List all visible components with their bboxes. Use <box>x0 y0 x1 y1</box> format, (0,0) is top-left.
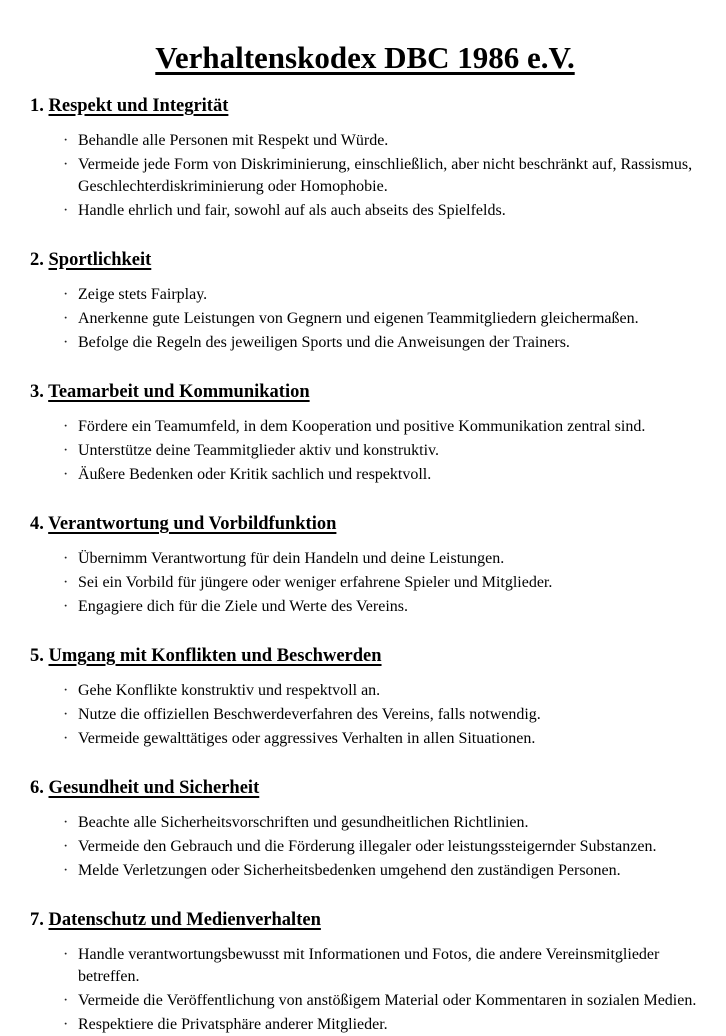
section-title: Teamarbeit und Kommunikation <box>48 382 310 402</box>
section-heading <box>30 249 700 271</box>
bullet-item <box>63 704 700 726</box>
bullet-dot-icon <box>63 130 78 152</box>
bullet-list <box>30 812 700 882</box>
code-section <box>30 909 700 1036</box>
bullet-list <box>30 548 700 618</box>
section-heading <box>30 777 700 799</box>
bullet-dot-icon <box>63 308 78 330</box>
bullet-text: Nutze die offiziellen Beschwerdeverfahren des Vereins, falls notwendig. <box>78 706 541 723</box>
bullet-text: Zeige stets Fairplay. <box>78 286 208 303</box>
bullet-text: Gehe Konflikte konstruktiv und respektvoll an. <box>78 682 381 699</box>
section-title: Umgang mit Konflikten und Beschwerden <box>48 646 382 666</box>
bullet-dot-icon <box>63 680 78 702</box>
bullet-dot-icon <box>63 440 78 462</box>
bullet-text: Handle ehrlich und fair, sowohl auf als auch abseits des Spielfelds. <box>78 202 506 219</box>
bullet-item <box>63 154 700 198</box>
bullet-text: Befolge die Regeln des jeweiligen Sports und die Anweisungen der Trainers. <box>78 334 570 351</box>
bullet-text: Übernimm Verantwortung für dein Handeln und deine Leistungen. <box>78 550 505 567</box>
section-heading <box>30 513 700 535</box>
bullet-item <box>63 200 700 222</box>
bullet-text: Vermeide die Veröffentlichung von anstößigem Material oder Kommentaren in sozialen Medien. <box>78 992 697 1009</box>
bullet-text: Melde Verletzungen oder Sicherheitsbedenken umgehend den zuständigen Personen. <box>78 862 621 879</box>
bullet-dot-icon <box>63 836 78 858</box>
bullet-text: Anerkenne gute Leistungen von Gegnern und eigenen Teammitgliedern gleichermaßen. <box>78 310 639 327</box>
code-section <box>30 249 700 354</box>
bullet-text: Respektiere die Privatsphäre anderer Mitglieder. <box>78 1016 388 1033</box>
bullet-item <box>63 572 700 594</box>
bullet-text: Handle verantwortungsbewusst mit Informationen und Fotos, die andere Vereinsmitglieder betreffen. <box>78 946 660 985</box>
bullet-item <box>63 728 700 750</box>
bullet-item <box>63 284 700 306</box>
bullet-text: Vermeide gewalttätiges oder aggressives Verhalten in allen Situationen. <box>78 730 536 747</box>
bullet-text: Unterstütze deine Teammitglieder aktiv und konstruktiv. <box>78 442 440 459</box>
bullet-dot-icon <box>63 812 78 834</box>
bullet-item <box>63 416 700 438</box>
bullet-dot-icon <box>63 704 78 726</box>
code-section <box>30 513 700 618</box>
bullet-item <box>63 836 700 858</box>
bullet-dot-icon <box>63 332 78 354</box>
bullet-list <box>30 416 700 486</box>
bullet-dot-icon <box>63 154 78 198</box>
bullet-list <box>30 284 700 354</box>
bullet-item <box>63 308 700 330</box>
bullet-list <box>30 680 700 750</box>
section-title: Respekt und Integrität <box>48 96 229 116</box>
bullet-item <box>63 332 700 354</box>
section-title: Verantwortung und Vorbildfunktion <box>48 514 337 534</box>
section-number: 1. <box>30 96 44 116</box>
bullet-item <box>63 990 700 1012</box>
bullet-dot-icon <box>63 728 78 750</box>
bullet-item <box>63 130 700 152</box>
bullet-dot-icon <box>63 284 78 306</box>
bullet-text: Äußere Bedenken oder Kritik sachlich und respektvoll. <box>78 466 432 483</box>
sections-container <box>30 95 700 1036</box>
section-title: Sportlichkeit <box>48 250 152 270</box>
bullet-list <box>30 130 700 222</box>
section-number: 3. <box>30 382 44 402</box>
section-heading <box>30 645 700 667</box>
code-section <box>30 381 700 486</box>
bullet-text: Beachte alle Sicherheitsvorschriften und gesundheitlichen Richtlinien. <box>78 814 529 831</box>
bullet-dot-icon <box>63 464 78 486</box>
bullet-dot-icon <box>63 1014 78 1036</box>
bullet-text: Behandle alle Personen mit Respekt und Würde. <box>78 132 389 149</box>
bullet-dot-icon <box>63 572 78 594</box>
section-heading <box>30 95 700 117</box>
bullet-dot-icon <box>63 944 78 988</box>
bullet-dot-icon <box>63 416 78 438</box>
bullet-text: Sei ein Vorbild für jüngere oder weniger erfahrene Spieler und Mitglieder. <box>78 574 553 591</box>
bullet-dot-icon <box>63 548 78 570</box>
bullet-dot-icon <box>63 860 78 882</box>
bullet-text: Vermeide jede Form von Diskriminierung, einschließlich, aber nicht beschränkt auf, Rassismus, Geschlechterdiskriminierung oder Homophobie. <box>78 156 693 195</box>
section-number: 7. <box>30 910 44 930</box>
bullet-text: Engagiere dich für die Ziele und Werte des Vereins. <box>78 598 408 615</box>
bullet-item <box>63 596 700 618</box>
section-number: 4. <box>30 514 44 534</box>
bullet-item <box>63 440 700 462</box>
section-heading <box>30 909 700 931</box>
bullet-item <box>63 1014 700 1036</box>
section-number: 6. <box>30 778 44 798</box>
code-section <box>30 777 700 882</box>
page-title <box>30 40 700 76</box>
section-heading <box>30 381 700 403</box>
section-number: 5. <box>30 646 44 666</box>
bullet-item <box>63 860 700 882</box>
bullet-dot-icon <box>63 200 78 222</box>
bullet-list <box>30 944 700 1036</box>
code-section <box>30 645 700 750</box>
page-title-text: Verhaltenskodex DBC 1986 e.V. <box>155 40 575 75</box>
section-number: 2. <box>30 250 44 270</box>
bullet-text: Vermeide den Gebrauch und die Förderung illegaler oder leistungssteigernder Substanzen. <box>78 838 657 855</box>
code-section <box>30 95 700 222</box>
bullet-item <box>63 464 700 486</box>
section-title: Gesundheit und Sicherheit <box>48 778 260 798</box>
bullet-item <box>63 812 700 834</box>
bullet-text: Fördere ein Teamumfeld, in dem Kooperation und positive Kommunikation zentral sind. <box>78 418 646 435</box>
section-title: Datenschutz und Medienverhalten <box>48 910 321 930</box>
bullet-item <box>63 680 700 702</box>
bullet-item <box>63 548 700 570</box>
bullet-item <box>63 944 700 988</box>
bullet-dot-icon <box>63 990 78 1012</box>
bullet-dot-icon <box>63 596 78 618</box>
